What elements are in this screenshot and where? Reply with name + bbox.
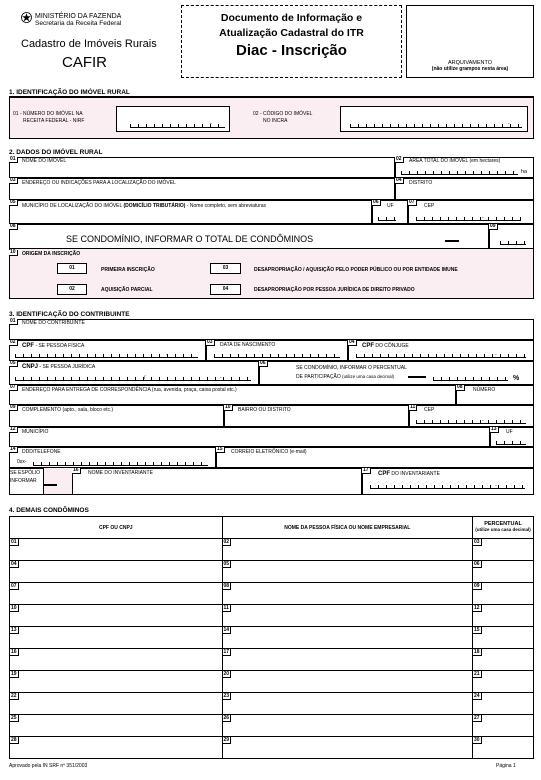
s3-field-10-number: 10 bbox=[225, 404, 231, 410]
brasao-icon bbox=[21, 12, 32, 23]
cell-number: 25 bbox=[11, 715, 17, 721]
estate-label-1: SE ESPÓLIO bbox=[10, 470, 41, 476]
s3-field-11-number: 11 bbox=[410, 404, 416, 410]
percent-cell[interactable] bbox=[473, 649, 534, 671]
cell-number: 23 bbox=[223, 693, 230, 699]
birthdate-ticks bbox=[214, 354, 340, 358]
cep-ticks bbox=[416, 217, 521, 221]
taxpayer-uf-ticks bbox=[496, 441, 526, 445]
cell-number: 17 bbox=[223, 649, 230, 655]
secretariat-name: Secretaria da Receita Federal bbox=[35, 20, 122, 27]
incra-input[interactable] bbox=[340, 106, 528, 132]
percent-cell[interactable] bbox=[473, 715, 534, 737]
condominium-row bbox=[10, 649, 534, 671]
cell-number: 12 bbox=[474, 605, 480, 611]
estate-label-2: INFORMAR bbox=[10, 478, 37, 484]
name-cell[interactable] bbox=[222, 737, 473, 759]
participation-label-2 bbox=[296, 375, 394, 380]
address-number-label: NÚMERO bbox=[473, 387, 496, 393]
s3-field-01-number: 01 bbox=[10, 318, 16, 324]
cnpj-separator: - bbox=[220, 375, 222, 381]
col-percent bbox=[473, 517, 534, 539]
cpf-cnpj-cell[interactable] bbox=[10, 737, 223, 759]
percent-cell[interactable] bbox=[473, 539, 534, 561]
cell-number: 02 bbox=[223, 539, 230, 545]
taxpayer-name-label: NOME DO CONTRIBUINTE bbox=[22, 320, 85, 326]
taxpayer-municipality-label: MUNICÍPIO bbox=[22, 429, 49, 435]
cnpj-label bbox=[22, 364, 95, 370]
cpf-cnpj-cell[interactable] bbox=[10, 693, 223, 715]
total-area-ticks bbox=[401, 171, 518, 175]
condominium-row bbox=[10, 561, 534, 583]
uf-ticks bbox=[378, 217, 396, 221]
estate-dash bbox=[43, 484, 57, 486]
percent-cell[interactable] bbox=[473, 605, 534, 627]
section-4-title: 4. DEMAIS CONDÔMINOS bbox=[9, 507, 89, 514]
document-title-line2: Atualização Cadastral do ITR bbox=[219, 27, 364, 39]
cell-number: 24 bbox=[474, 693, 480, 699]
spouse-cpf-separator: - bbox=[495, 352, 497, 358]
cell-number: 27 bbox=[474, 715, 480, 721]
complement-label: COMPLEMENTO (apto., sala, bloco etc.) bbox=[22, 407, 114, 413]
name-cell[interactable] bbox=[222, 583, 473, 605]
cell-number: 13 bbox=[11, 627, 17, 633]
cell-number: 20 bbox=[223, 671, 230, 677]
condominium-row bbox=[10, 737, 534, 759]
cell-number: 29 bbox=[223, 737, 230, 743]
cell-number: 18 bbox=[474, 649, 480, 655]
correspondence-cep-label: CEP bbox=[424, 407, 435, 413]
cell-number: 10 bbox=[11, 605, 17, 611]
correspondence-cep-ticks bbox=[416, 420, 526, 424]
header-left-box bbox=[5, 5, 180, 78]
email-label: CORREIO ELETRÔNICO (e-mail) bbox=[231, 449, 307, 455]
cpf-label-b: - SE PESSOA FÍSICA bbox=[34, 343, 85, 349]
condominium-row bbox=[10, 693, 534, 715]
cell-number: 03 bbox=[474, 539, 480, 545]
cpf-label bbox=[22, 343, 84, 349]
cpf-separator: - bbox=[166, 352, 168, 358]
total-area-label: ÁREA TOTAL DO IMÓVEL (em hectares) bbox=[409, 158, 501, 164]
cpf-cnpj-cell[interactable] bbox=[10, 671, 223, 693]
neighborhood-label: BAIRRO OU DISTRITO bbox=[238, 407, 291, 413]
origin-option-01[interactable]: 01 bbox=[57, 263, 87, 274]
taxpayer-name-field[interactable] bbox=[9, 319, 534, 340]
condominium-table bbox=[9, 516, 534, 759]
origin-option-03-label: DESAPROPRIAÇÃO / AQUISIÇÃO PELO PODER PÚBLICO OU POR ENTIDADE IMUNE bbox=[254, 267, 458, 273]
nirf-label-1: 01 - NÚMERO DO IMÓVEL NA bbox=[13, 111, 83, 117]
s3-field-15-number: 15 bbox=[217, 446, 223, 452]
correspondence-address-label: ENDEREÇO PARA ENTREGA DE CORRESPONDÊNCIA (rua, avenida, praça, caixa postal etc.) bbox=[22, 387, 237, 393]
cell-number: 15 bbox=[474, 627, 480, 633]
field-06-number: 06 bbox=[373, 199, 379, 205]
condominium-row bbox=[10, 605, 534, 627]
condominium-table-header bbox=[10, 517, 534, 539]
uf-label: UF bbox=[387, 203, 394, 209]
condominium-count-dash bbox=[445, 240, 459, 242]
participation-dash bbox=[408, 376, 426, 378]
name-cell[interactable] bbox=[222, 715, 473, 737]
cnpj-label-b: - SE PESSOA JURÍDICA bbox=[38, 364, 96, 370]
cell-number: 05 bbox=[223, 561, 230, 567]
section-2-title: 2. DADOS DO IMÓVEL RURAL bbox=[9, 149, 103, 156]
cell-number: 04 bbox=[11, 561, 17, 567]
document-title-line3: Diac - Inscrição bbox=[236, 42, 347, 59]
origin-option-02[interactable]: 02 bbox=[57, 284, 87, 295]
cpf-cnpj-cell[interactable] bbox=[10, 539, 223, 561]
cell-number: 06 bbox=[474, 561, 480, 567]
col-percent-note: (utilize uma casa decimal) bbox=[475, 527, 531, 533]
cell-number: 19 bbox=[11, 671, 17, 677]
cell-number: 28 bbox=[11, 737, 17, 743]
s3-field-09-number: 09 bbox=[10, 404, 16, 410]
document-title-line1: Documento de Informação e bbox=[220, 12, 363, 24]
cpf-cnpj-cell[interactable] bbox=[10, 649, 223, 671]
cnpj-ticks bbox=[15, 377, 251, 381]
nirf-input[interactable] bbox=[116, 106, 230, 132]
s3-field-14-number: 14 bbox=[10, 446, 16, 452]
executor-name-label: NOME DO INVENTARIANTE bbox=[88, 470, 153, 476]
spouse-cpf-label bbox=[362, 343, 409, 349]
cell-number: 22 bbox=[11, 693, 17, 699]
origin-label: ORIGEM DA INSCRIÇÃO bbox=[22, 251, 81, 257]
cpf-label-a: CPF bbox=[22, 343, 34, 349]
cell-number: 08 bbox=[223, 583, 230, 589]
cell-number: 09 bbox=[474, 583, 480, 589]
phone-ddd-prefix: 0xx- bbox=[17, 459, 27, 465]
nirf-check-separator: - bbox=[210, 121, 212, 127]
s3-field-08-number: 08 bbox=[457, 384, 463, 390]
cell-number: 01 bbox=[11, 539, 17, 545]
cnpj-label-a: CNPJ bbox=[22, 364, 39, 370]
name-cell[interactable] bbox=[222, 649, 473, 671]
property-name-field[interactable] bbox=[9, 157, 395, 178]
executor-cpf-ticks bbox=[370, 485, 525, 489]
cpf-ticks bbox=[15, 354, 198, 358]
condominium-row bbox=[10, 671, 534, 693]
name-cell[interactable] bbox=[222, 693, 473, 715]
nirf-label-2: RECEITA FEDERAL - NIRF bbox=[23, 118, 85, 124]
name-cell[interactable] bbox=[222, 671, 473, 693]
name-cell[interactable] bbox=[222, 561, 473, 583]
municipality-label-a: MUNICÍPIO DE LOCALIZAÇÃO DO IMÓVEL bbox=[22, 203, 124, 209]
origin-option-04-label: DESAPROPRIAÇÃO POR PESSOA JURÍDICA DE DIREITO PRIVADO bbox=[254, 287, 415, 293]
percent-cell[interactable] bbox=[473, 671, 534, 693]
cep-separator: - bbox=[482, 215, 484, 221]
origin-option-02-label: AQUISIÇÃO PARCIAL bbox=[101, 287, 153, 293]
approval-note: Aprovado pela IN SRF nº 351/2003 bbox=[9, 763, 88, 769]
municipality-label bbox=[22, 204, 266, 209]
incra-label-2: NO INCRA bbox=[263, 118, 288, 124]
name-cell[interactable] bbox=[222, 605, 473, 627]
s3-field-04-number: 04 bbox=[349, 339, 355, 345]
address-label: ENDEREÇO OU INDICAÇÕES PARA A LOCALIZAÇÃO DO IMÓVEL bbox=[22, 180, 176, 186]
col-cpf-cnpj: CPF OU CNPJ bbox=[10, 517, 223, 539]
s3-field-12-number: 12 bbox=[10, 426, 16, 432]
cell-number: 21 bbox=[474, 671, 480, 677]
percent-sign: % bbox=[513, 375, 520, 382]
percent-cell[interactable] bbox=[473, 693, 534, 715]
hectare-unit: ha bbox=[521, 169, 528, 175]
municipality-label-b: (DOMICÍLIO TRIBUTÁRIO) bbox=[123, 203, 186, 209]
cpf-cnpj-cell[interactable] bbox=[10, 627, 223, 649]
percent-cell[interactable] bbox=[473, 737, 534, 759]
condominium-row bbox=[10, 715, 534, 737]
incra-label-1: 02 - CÓDIGO DO IMÓVEL bbox=[253, 111, 313, 117]
cell-number: 07 bbox=[11, 583, 17, 589]
s3-field-17-number: 17 bbox=[363, 467, 369, 473]
condominium-row bbox=[10, 539, 534, 561]
archive-note: (não utilize grampos nesta área) bbox=[431, 66, 509, 72]
section-1-title: 1. IDENTIFICAÇÃO DO IMÓVEL RURAL bbox=[9, 89, 130, 96]
origin-option-01-label: PRIMEIRA INSCRIÇÃO bbox=[101, 267, 155, 273]
participation-ticks bbox=[433, 377, 508, 381]
phone-label: DDD/TELEFONE bbox=[22, 449, 61, 455]
cell-number: 14 bbox=[223, 627, 230, 633]
cell-number: 26 bbox=[223, 715, 230, 721]
percent-cell[interactable] bbox=[473, 561, 534, 583]
s3-field-02-number: 02 bbox=[10, 339, 16, 345]
condominium-count-label: SE CONDOMÍNIO, INFORMAR O TOTAL DE CONDÔMINOS bbox=[66, 234, 314, 244]
correspondence-cep-separator: - bbox=[482, 418, 484, 424]
col-percent-title: PERCENTUAL bbox=[484, 521, 522, 528]
participation-label-1: SE CONDOMÍNIO, INFORMAR O PERCENTUAL bbox=[296, 365, 407, 371]
field-04-number: 04 bbox=[396, 177, 402, 183]
spouse-cpf-ticks bbox=[356, 354, 526, 358]
district-label: DISTRITO bbox=[409, 180, 433, 186]
condominium-row bbox=[10, 627, 534, 649]
field-05-number: 05 bbox=[10, 199, 16, 205]
cpf-cnpj-cell[interactable] bbox=[10, 715, 223, 737]
cell-number: 16 bbox=[11, 649, 17, 655]
field-03-number: 03 bbox=[10, 177, 16, 183]
field-02-number: 02 bbox=[396, 156, 402, 162]
registry-name: Cadastro de Imóveis Rurais bbox=[21, 38, 157, 50]
spouse-cpf-label-a: CPF bbox=[362, 343, 374, 349]
participation-label-2b: (utilize uma casa decimal) bbox=[342, 374, 395, 379]
field-09-ticks bbox=[500, 241, 526, 245]
municipality-label-c: - Nome completo, sem abreviaturas bbox=[185, 203, 267, 209]
birthdate-label: DATA DE NASCIMENTO bbox=[220, 342, 276, 348]
registry-acronym: CAFIR bbox=[62, 54, 107, 71]
incra-check-separator: - bbox=[508, 121, 510, 127]
incra-ticks bbox=[350, 121, 522, 128]
cnpj-slash: / bbox=[144, 375, 146, 381]
executor-cpf-label-a: CPF bbox=[378, 471, 390, 477]
s3-field-16-number: 16 bbox=[73, 467, 79, 473]
percent-cell[interactable] bbox=[473, 627, 534, 649]
s3-field-07-number: 07 bbox=[10, 384, 16, 390]
phone-ticks bbox=[33, 462, 208, 466]
percent-cell[interactable] bbox=[473, 583, 534, 605]
cpf-cnpj-cell[interactable] bbox=[10, 561, 223, 583]
s3-field-06-number: 06 bbox=[260, 360, 266, 366]
field-08-number: 08 bbox=[10, 223, 16, 229]
archive-label: ARQUIVAMENTO bbox=[447, 60, 493, 66]
executor-cpf-label bbox=[378, 471, 440, 477]
section-3-title: 3. IDENTIFICAÇÃO DO CONTRIBUINTE bbox=[9, 311, 130, 318]
spouse-cpf-label-b: DO CÔNJUGE bbox=[374, 343, 409, 349]
participation-label-2a: DE PARTICIPAÇÃO bbox=[296, 374, 341, 380]
page-number: Página 1 bbox=[496, 763, 516, 769]
executor-cpf-label-b: DO INVENTARIANTE bbox=[390, 471, 440, 477]
name-cell[interactable] bbox=[222, 539, 473, 561]
origin-option-04[interactable]: 04 bbox=[210, 284, 241, 295]
condominium-row bbox=[10, 583, 534, 605]
s3-field-03-number: 03 bbox=[207, 339, 213, 345]
field-07-number: 07 bbox=[409, 199, 415, 205]
col-name: NOME DA PESSOA FÍSICA OU NOME EMPRESARIAL bbox=[222, 517, 473, 539]
cell-number: 30 bbox=[474, 737, 480, 743]
field-01-number: 01 bbox=[10, 156, 16, 162]
executor-cpf-separator: - bbox=[495, 483, 497, 489]
field-09-number: 09 bbox=[490, 223, 496, 229]
taxpayer-municipality-field[interactable] bbox=[9, 427, 490, 447]
cell-number: 11 bbox=[223, 605, 229, 611]
s3-field-05-number: 05 bbox=[10, 360, 16, 366]
origin-option-03[interactable]: 03 bbox=[210, 263, 241, 274]
taxpayer-uf-label: UF bbox=[506, 429, 513, 435]
ministry-name: MINISTÉRIO DA FAZENDA bbox=[35, 13, 122, 20]
property-name-label: NOME DO IMÓVEL bbox=[22, 158, 67, 164]
s3-field-13-number: 13 bbox=[491, 426, 497, 432]
field-10-number: 10 bbox=[10, 249, 16, 255]
name-cell[interactable] bbox=[222, 627, 473, 649]
cpf-cnpj-cell[interactable] bbox=[10, 605, 223, 627]
cpf-cnpj-cell[interactable] bbox=[10, 583, 223, 605]
cep-label: CEP bbox=[424, 203, 435, 209]
